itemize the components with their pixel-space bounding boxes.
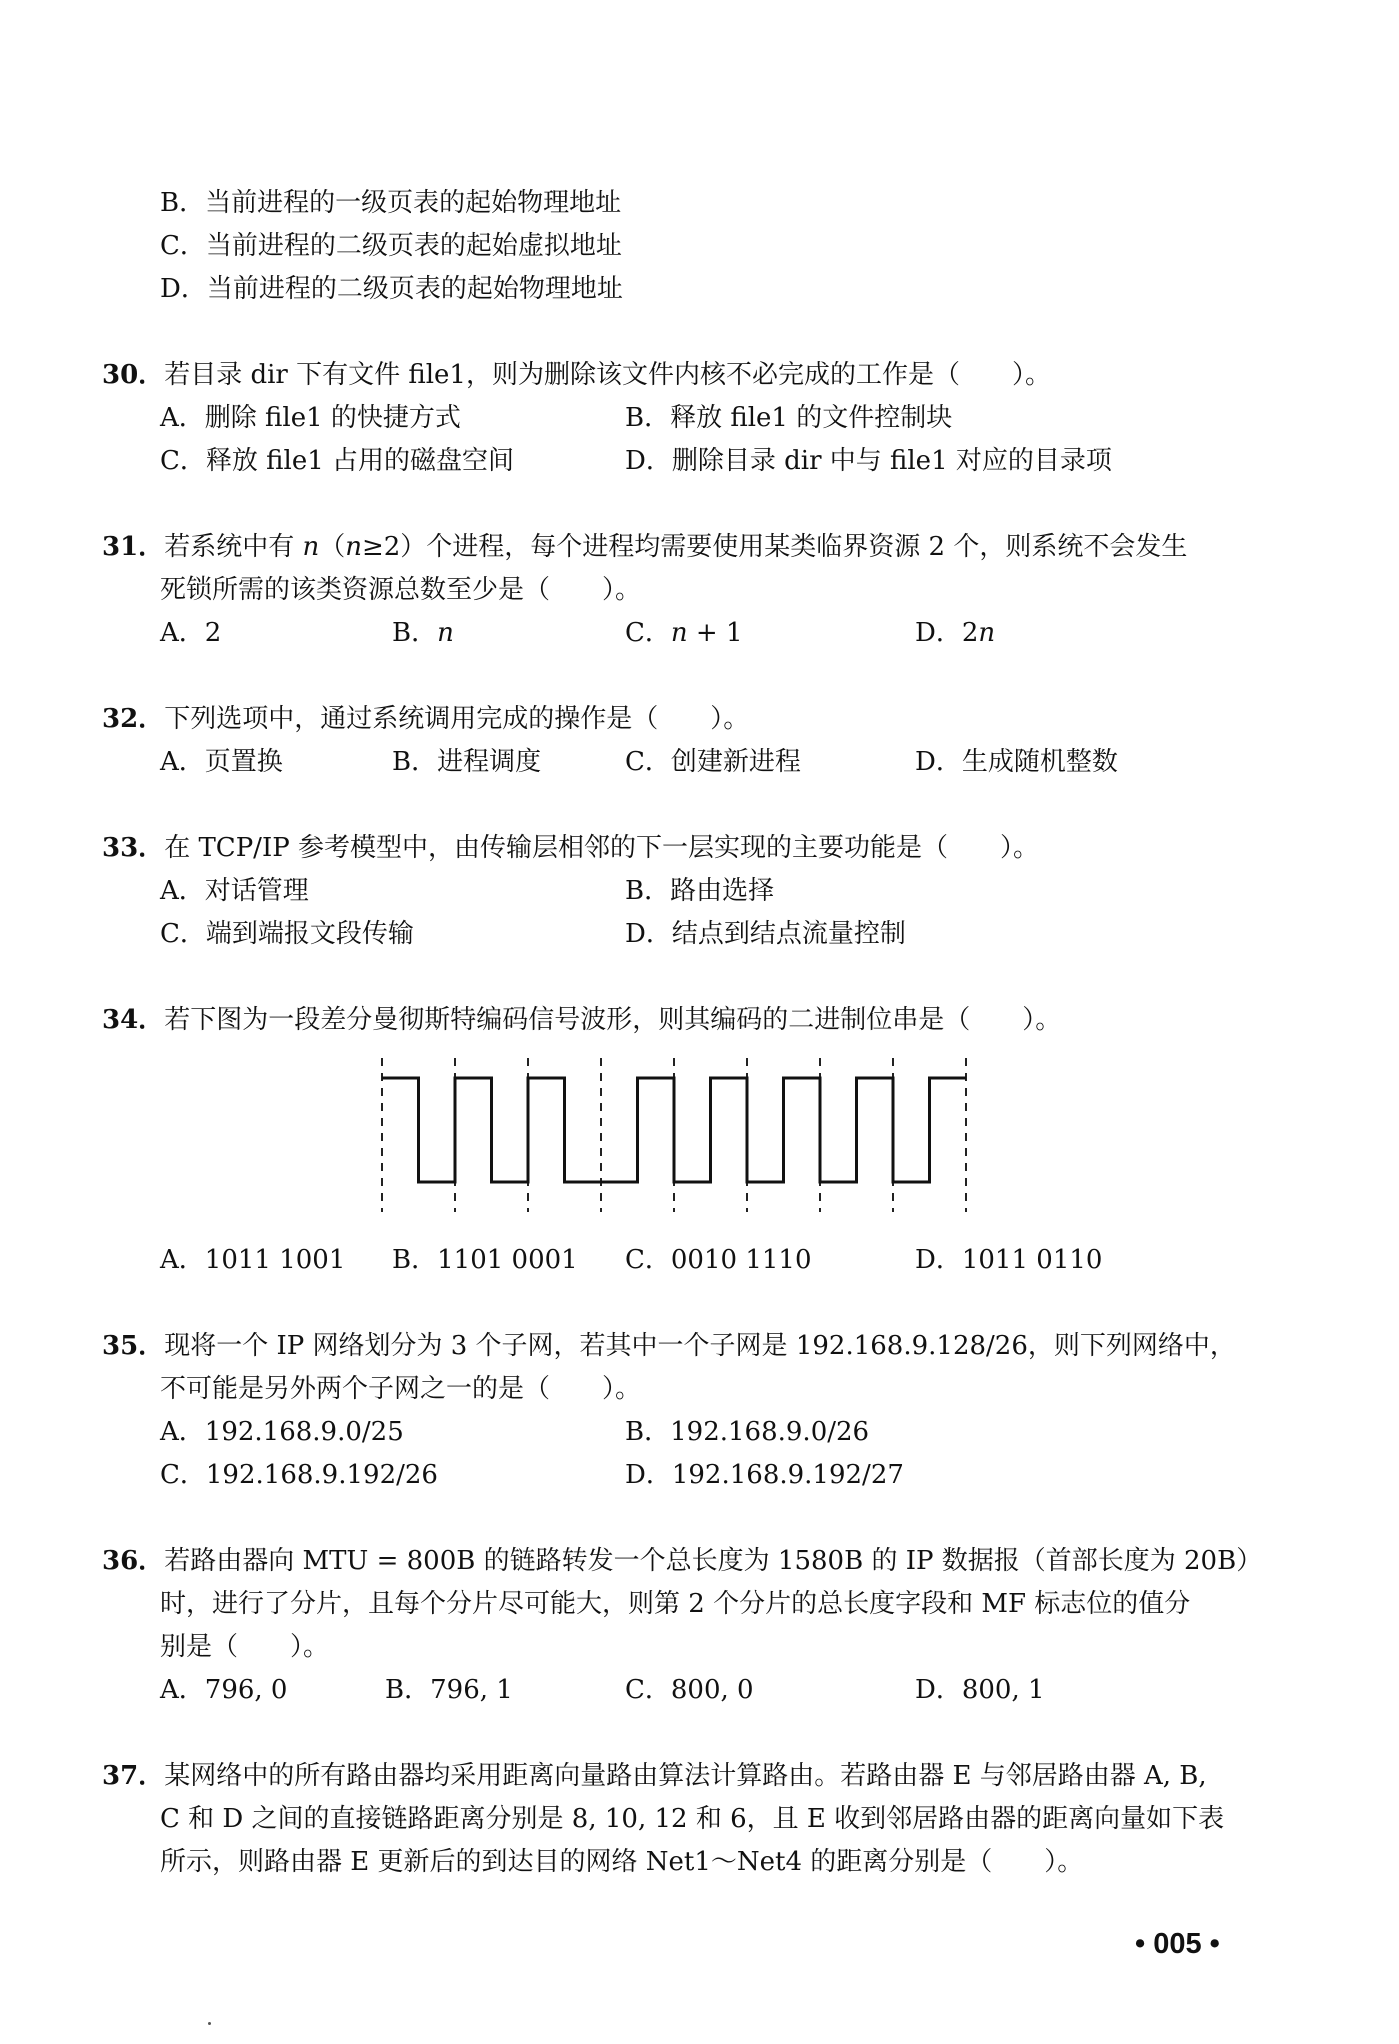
- q31-option-c-label: C．: [625, 618, 671, 648]
- q32-option-b: B．进程调度: [392, 747, 542, 777]
- q31-option-b-var: n: [437, 618, 454, 648]
- q31-text-c: ≥2）个进程，每个进程均需要使用某类临界资源 2 个，则系统不会发生: [361, 532, 1188, 562]
- q34-option-b: B．1101 0001: [392, 1245, 578, 1275]
- page-number: • 005 •: [1135, 1928, 1220, 1960]
- q30-option-a: A．删除 file1 的快捷方式: [160, 403, 461, 433]
- q33-option-d: D．结点到结点流量控制: [625, 919, 906, 949]
- q29-option-b: B．当前进程的一级页表的起始物理地址: [160, 188, 622, 218]
- q37-stem-line1: [102, 1761, 1207, 1791]
- q36-number: 36．: [102, 1546, 165, 1576]
- q32-option-c: C．创建新进程: [625, 747, 801, 777]
- q35-option-a: A．192.168.9.0/25: [160, 1417, 404, 1447]
- q29-option-d: D．当前进程的二级页表的起始物理地址: [160, 274, 623, 304]
- q30-text: 若目录 dir 下有文件 file1，则为删除该文件内核不必完成的工作是（ ）。: [164, 360, 1051, 390]
- q35-text: 现将一个 IP 网络划分为 3 个子网，若其中一个子网是 192.168.9.128/26，则下列网络中，: [164, 1331, 1236, 1361]
- q35-number: 35．: [102, 1331, 165, 1361]
- q30-option-c: C．释放 file1 占用的磁盘空间: [160, 446, 515, 476]
- q31-stem-line2: 死锁所需的该类资源总数至少是（ ）。: [160, 575, 642, 605]
- q30-stem: [102, 360, 1051, 390]
- q36-option-d: D．800, 1: [915, 1675, 1045, 1705]
- q35-stem-line2: 不可能是另外两个子网之一的是（ ）。: [160, 1374, 642, 1404]
- q30-number: 30．: [102, 360, 165, 390]
- q31-option-c: [625, 618, 743, 648]
- q31-option-c-rest: + 1: [687, 618, 743, 648]
- q33-option-c: C．端到端报文段传输: [160, 919, 414, 949]
- q33-number: 33．: [102, 833, 165, 863]
- q37-text: 某网络中的所有路由器均采用距离向量路由算法计算路由。若路由器 E 与邻居路由器 A, B,: [164, 1761, 1207, 1791]
- q31-option-b-label: B．: [392, 618, 438, 648]
- q35-option-d: D．192.168.9.192/27: [625, 1460, 904, 1490]
- q34-option-a: A．1011 1001: [160, 1245, 346, 1275]
- q33-stem: [102, 833, 1039, 863]
- q31-text-b: （: [319, 532, 346, 562]
- q34-option-d: D．1011 0110: [915, 1245, 1103, 1275]
- q31-var-n2: n: [345, 532, 362, 562]
- scan-speck: [208, 2022, 211, 2025]
- q34-stem: [102, 1005, 1061, 1035]
- q31-text-a: 若系统中有: [164, 532, 303, 562]
- q34-option-c: C．0010 1110: [625, 1245, 812, 1275]
- q32-option-a: A．页置换: [160, 747, 283, 777]
- q29-option-c: C．当前进程的二级页表的起始虚拟地址: [160, 231, 622, 261]
- q35-option-b: B．192.168.9.0/26: [625, 1417, 870, 1447]
- q32-number: 32．: [102, 704, 165, 734]
- q36-option-c: C．800, 0: [625, 1675, 754, 1705]
- q31-option-d-var: n: [978, 618, 996, 648]
- manchester-waveform-diagram: [370, 1052, 980, 1218]
- q34-number: 34．: [102, 1005, 165, 1035]
- q34-text: 若下图为一段差分曼彻斯特编码信号波形，则其编码的二进制位串是（ ）。: [164, 1005, 1062, 1035]
- q32-stem: [102, 704, 749, 734]
- q31-option-b: [392, 618, 454, 648]
- q32-text: 下列选项中，通过系统调用完成的操作是（ ）。: [164, 704, 750, 734]
- q30-option-b: B．释放 file1 的文件控制块: [625, 403, 953, 433]
- q31-option-d-label: D．2: [915, 618, 979, 648]
- q36-stem-line1: [102, 1546, 1262, 1576]
- q31-stem-line1: [102, 532, 1187, 562]
- q33-text: 在 TCP/IP 参考模型中，由传输层相邻的下一层实现的主要功能是（ ）。: [164, 833, 1039, 863]
- q36-text: 若路由器向 MTU = 800B 的链路转发一个总长度为 1580B 的 IP 数据报（首部长度为 20B）: [164, 1546, 1263, 1576]
- q37-stem-line3: 所示，则路由器 E 更新后的到达目的网络 Net1～Net4 的距离分别是（ ）。: [160, 1847, 1084, 1877]
- q33-option-a: A．对话管理: [160, 876, 309, 906]
- q37-stem-line2: C 和 D 之间的直接链路距离分别是 8, 10, 12 和 6，且 E 收到邻居路由器的距离向量如下表: [160, 1804, 1225, 1834]
- q32-option-d: D．生成随机整数: [915, 747, 1118, 777]
- q30-option-d: D．删除目录 dir 中与 file1 对应的目录项: [625, 446, 1112, 476]
- q36-option-b: B．796, 1: [385, 1675, 513, 1705]
- q33-option-b: B．路由选择: [625, 876, 775, 906]
- q37-number: 37．: [102, 1761, 165, 1791]
- q35-stem-line1: [102, 1331, 1236, 1361]
- q36-stem-line2: 时，进行了分片，且每个分片尽可能大，则第 2 个分片的总长度字段和 MF 标志位的值分: [160, 1589, 1191, 1619]
- q31-number: 31．: [102, 532, 165, 562]
- waveform-signal: [382, 1078, 966, 1182]
- q31-option-a: A．2: [160, 618, 222, 648]
- q36-stem-line3: 别是（ ）。: [160, 1632, 330, 1662]
- q31-option-d: [915, 618, 995, 648]
- q36-option-a: A．796, 0: [160, 1675, 288, 1705]
- q31-var-n: n: [302, 532, 320, 562]
- q31-option-c-var: n: [670, 618, 688, 648]
- q35-option-c: C．192.168.9.192/26: [160, 1460, 438, 1490]
